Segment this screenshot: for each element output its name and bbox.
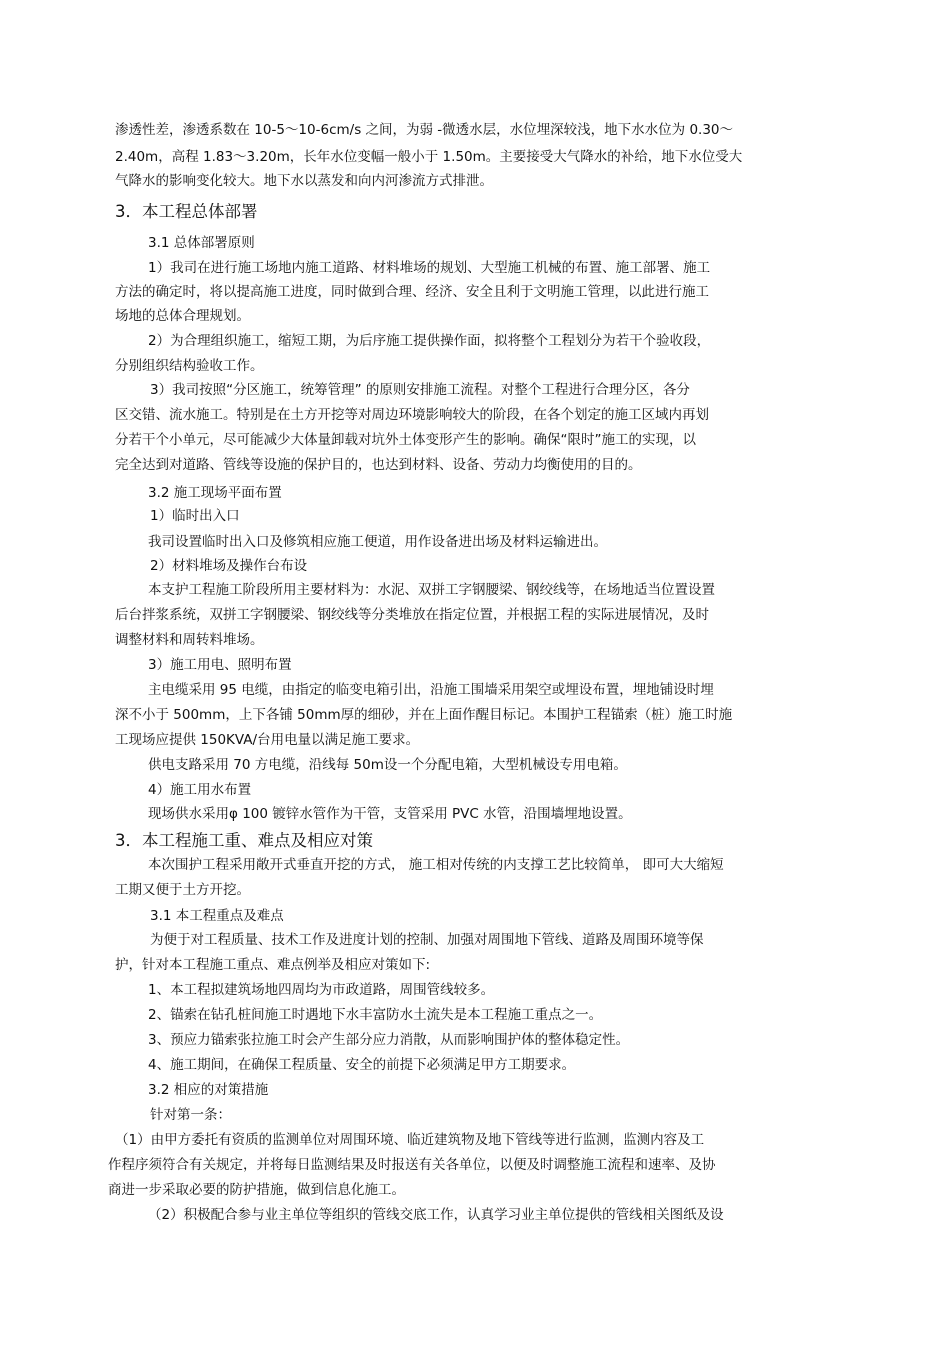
item-heading: 1）临时出入口 xyxy=(150,508,240,524)
item-heading: 3）施工用电、照明布置 xyxy=(148,657,292,673)
list-item: 1、本工程拟建筑场地四周均为市政道路，周围管线较多。 xyxy=(148,982,495,998)
text-line: 方法的确定时，将以提高施工进度，同时做到合理、经济、安全且利于文明施工管理，以此进行施工 xyxy=(115,284,709,300)
text-line: 本支护工程施工阶段所用主要材料为：水泥、双拼工字钢腰梁、钢绞线等，在场地适当位置设置 xyxy=(148,582,715,598)
text-line: 2）为合理组织施工，缩短工期，为后序施工提供操作面，拟将整个工程划分为若干个验收段， xyxy=(148,333,711,349)
item-heading: 2）材料堆场及操作台布设 xyxy=(150,558,308,574)
text-line: （1）由甲方委托有资质的监测单位对周围环境、临近建筑物及地下管线等进行监测，监测内容及工 xyxy=(115,1132,705,1148)
text-line: 为便于对工程质量、技术工作及进度计划的控制、加强对周围地下管线、道路及周围环境等保 xyxy=(150,932,704,948)
text-line: 针对第一条： xyxy=(150,1107,231,1123)
subsection-heading: 3.2 相应的对策措施 xyxy=(148,1082,269,1098)
section-heading: 3．本工程施工重、难点及相应对策 xyxy=(115,831,373,850)
text-line: 调整材料和周转料堆场。 xyxy=(115,632,264,648)
text-line: 工现场应提供 150KVA/台用电量以满足施工要求。 xyxy=(115,732,420,748)
list-item: 3、预应力锚索张拉施工时会产生部分应力消散，从而影响围护体的整体稳定性。 xyxy=(148,1032,630,1048)
list-item: 4、施工期间，在确保工程质量、安全的前提下必须满足甲方工期要求。 xyxy=(148,1057,576,1073)
text-line: 渗透性差，渗透系数在 10-5～10-6cm/s 之间，为弱 -微透水层，水位埋深较浅，地下水水位为 0.30～ xyxy=(115,122,734,138)
text-line: 1）我司在进行施工场地内施工道路、材料堆场的规划、大型施工机械的布置、施工部署、施工 xyxy=(148,260,711,276)
text-line: 供电支路采用 70 方电缆，沿线每 50m设一个分配电箱，大型机械设专用电箱。 xyxy=(148,757,627,773)
text-line: 分若干个小单元，尽可能减少大体量卸载对坑外土体变形产生的影响。确保“限时”施工的实现，以 xyxy=(115,432,696,448)
list-item: 2、锚索在钻孔桩间施工时遇地下水丰富防水土流失是本工程施工重点之一。 xyxy=(148,1007,603,1023)
text-line: 完全达到对道路、管线等设施的保护目的，也达到材料、设备、劳动力均衡使用的目的。 xyxy=(115,457,642,473)
text-line: 工期又便于土方开挖。 xyxy=(115,882,250,898)
text-line: 后台拌浆系统，双拼工字钢腰梁、钢绞线等分类堆放在指定位置，并根据工程的实际进展情况，及时 xyxy=(115,607,709,623)
text-line: 作程序须符合有关规定，并将每日监测结果及时报送有关各单位，以便及时调整施工流程和速率、及协 xyxy=(108,1157,716,1173)
text-line: 主电缆采用 95 电缆，由指定的临变电箱引出，沿施工围墙采用架空或埋设布置，埋地铺设时埋 xyxy=(148,682,714,698)
text-line: 护，针对本工程施工重点、难点例举及相应对策如下: xyxy=(115,957,431,973)
text-line: 区交错、流水施工。特别是在土方开挖等对周边环境影响较大的阶段，在各个划定的施工区域内再划 xyxy=(115,407,709,423)
subsection-heading: 3.2 施工现场平面布置 xyxy=(148,485,282,501)
section-heading: 3．本工程总体部署 xyxy=(115,202,258,221)
text-line: 现场供水采用φ 100 镀锌水管作为干管，支管采用 PVC 水管，沿围墙埋地设置。 xyxy=(148,806,632,822)
text-line: 分别组织结构验收工作。 xyxy=(115,358,264,374)
text-line: 2.40m，高程 1.83～3.20m，长年水位变幅一般小于 1.50m。主要接受大气降水的补给，地下水位受大 xyxy=(115,149,743,165)
subsection-heading: 3.1 本工程重点及难点 xyxy=(150,908,284,924)
text-line: 场地的总体合理规划。 xyxy=(115,308,250,324)
text-line: 气降水的影响变化较大。地下水以蒸发和向内河渗流方式排泄。 xyxy=(115,173,493,189)
text-line: 深不小于 500mm，上下各铺 50mm厚的细砂，并在上面作醒目标记。本围护工程锚索（桩）施工时施 xyxy=(115,707,733,723)
text-line: （2）积极配合参与业主单位等组织的管线交底工作，认真学习业主单位提供的管线相关图纸及设 xyxy=(148,1207,724,1223)
subsection-heading: 3.1 总体部署原则 xyxy=(148,235,255,251)
text-line: 本次围护工程采用敞开式垂直开挖的方式， 施工相对传统的内支撑工艺比较简单， 即可大大缩短 xyxy=(148,857,724,873)
item-heading: 4）施工用水布置 xyxy=(148,782,252,798)
text-line: 商进一步采取必要的防护措施，做到信息化施工。 xyxy=(108,1182,405,1198)
text-line: 我司设置临时出入口及修筑相应施工便道，用作设备进出场及材料运输进出。 xyxy=(148,534,607,550)
text-line: 3）我司按照“分区施工，统筹管理” 的原则安排施工流程。对整个工程进行合理分区，各分 xyxy=(150,382,690,398)
